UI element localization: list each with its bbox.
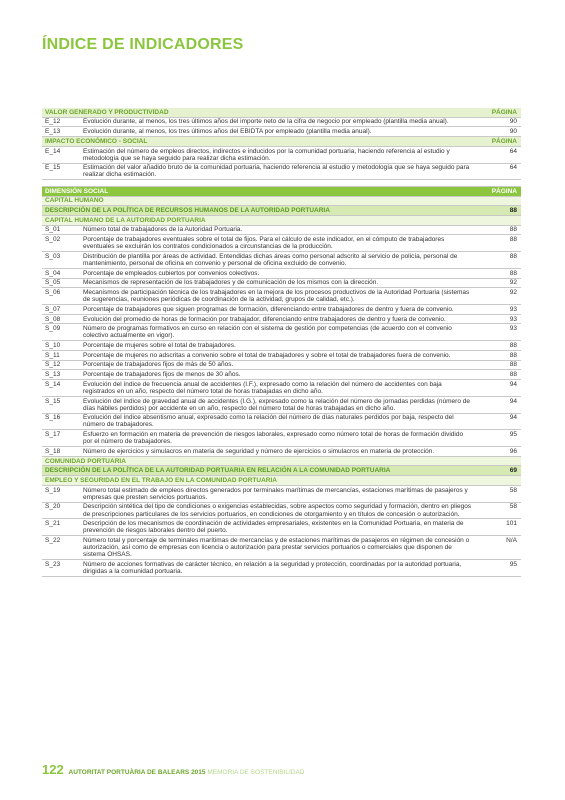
indicator-page: 58: [475, 502, 521, 519]
indicator-index-table: [42, 108, 521, 577]
section-title: VALOR GENERADO Y PRODUCTIVIDAD: [42, 108, 475, 117]
section-page: PÁGINA: [475, 108, 521, 117]
indicator-description: Porcentaje de trabajadores eventuales sobre el total de fijos. Para el cálculo de este indicador, en el cómputo de trabajadores eventuales se excluirán los contratos condicionados a circunstancias de la producción.: [80, 235, 475, 252]
indicator-code: S_07: [42, 305, 80, 315]
indicator-row: [42, 324, 521, 341]
indicator-row: [42, 278, 521, 288]
indicator-description: Evolución durante, al menos, los tres últimos años del importe neto de la cifra de negocio por empleado (plantilla media anual).: [80, 117, 475, 127]
indicator-page: 93: [475, 324, 521, 341]
indicator-index-body: [42, 108, 521, 576]
indicator-description: Porcentaje de empleados cubiertos por convenios colectivos.: [80, 268, 475, 278]
indicator-row: [42, 519, 521, 536]
indicator-description: Evolución del índice de frecuencia anual de accidentes (I.F.), expresado como la relación del número de accidentes con baja registrados en un año, respecto del número total de horas trabajadas en dicho año.: [80, 379, 475, 396]
indicator-page: 58: [475, 485, 521, 502]
indicator-code: S_09: [42, 324, 80, 341]
section-title: CAPITAL HUMANO DE LA AUTORIDAD PORTUARIA: [42, 215, 475, 225]
indicator-description: Porcentaje de mujeres sobre el total de trabajadores.: [80, 341, 475, 351]
indicator-page: 101: [475, 519, 521, 536]
indicator-code: E_14: [42, 146, 80, 163]
section-title: DESCRIPCIÓN DE LA POLÍTICA DE RECURSOS HUMANOS DE LA AUTORIDAD PORTUARIA: [42, 206, 475, 216]
indicator-row: [42, 485, 521, 502]
indicator-page: 88: [475, 225, 521, 235]
indicator-row: [42, 430, 521, 447]
indicator-row: [42, 268, 521, 278]
table-spacer: [42, 180, 521, 187]
indicator-description: Porcentaje de mujeres no adscritas a convenio sobre el total de trabajadores y sobre el total de trabajadores fuera de convenio.: [80, 350, 475, 360]
indicator-page: 88: [475, 235, 521, 252]
section-title: IMPACTO ECONÓMICO - SOCIAL: [42, 137, 475, 147]
section-page: PÁGINA: [475, 186, 521, 196]
section-page: [475, 476, 521, 486]
indicator-description: Evolución del promedio de horas de formación por trabajador, diferenciando entre trabajadores de dentro y fuera de convenio.: [80, 314, 475, 324]
indicator-code: S_21: [42, 519, 80, 536]
indicator-row: [42, 396, 521, 413]
section-page: [475, 215, 521, 225]
indicator-page: 93: [475, 305, 521, 315]
indicator-code: S_17: [42, 430, 80, 447]
indicator-description: Estimación del valor añadido bruto de la comunidad portuaria, haciendo referencia al estudio y metodología que se haya seguido para realizar dicha estimación.: [80, 163, 475, 180]
section-title: COMUNIDAD PORTUARIA: [42, 456, 475, 466]
indicator-code: S_23: [42, 560, 80, 577]
footer-organization: AUTORITAT PORTUÀRIA DE BALEARS: [68, 769, 190, 776]
indicator-description: Evolución del índice de gravedad anual de accidentes (I.G.), expresado como la relación del número de jornadas perdidas (número de días hábiles perdidos) por accidente en un año, respecto del número total de horas trabajadas en dicho año.: [80, 396, 475, 413]
indicator-code: S_06: [42, 288, 80, 305]
indicator-code: S_15: [42, 396, 80, 413]
indicator-description: Mecanismos de representación de los trabajadores y de comunicación de los mismos con la dirección.: [80, 278, 475, 288]
footer-report-name: MEMORIA DE SOSTENIBILIDAD: [207, 769, 305, 776]
section-header-row: [42, 196, 521, 206]
indicator-code: S_04: [42, 268, 80, 278]
indicator-page: 88: [475, 341, 521, 351]
indicator-code: S_08: [42, 314, 80, 324]
indicator-row: [42, 536, 521, 560]
indicator-code: E_15: [42, 163, 80, 180]
section-title: DIMENSIÓN SOCIAL: [42, 186, 475, 196]
indicator-page: 88: [475, 268, 521, 278]
indicator-row: [42, 235, 521, 252]
indicator-row: [42, 252, 521, 269]
section-page: [475, 456, 521, 466]
policy-description-row: [42, 206, 521, 216]
indicator-row: [42, 360, 521, 370]
indicator-page: 92: [475, 278, 521, 288]
indicator-row: [42, 502, 521, 519]
indicator-page: 95: [475, 560, 521, 577]
indicator-page: 95: [475, 430, 521, 447]
section-header-row: [42, 456, 521, 466]
indicator-code: S_13: [42, 370, 80, 380]
indicator-description: Evolución del índice absentismo anual, expresado como la relación del número de días naturales perdidos por baja, respecto del número de trabajadores.: [80, 413, 475, 430]
indicator-page: 96: [475, 447, 521, 457]
indicator-description: Mecanismos de participación técnica de los trabajadores en la mejora de los procesos productivos de la Autoridad Portuaria (sistemas de sugerencias, reuniones periódicas de coordinación de la actividad, grupos de calidad, etc.).: [80, 288, 475, 305]
indicator-code: S_05: [42, 278, 80, 288]
indicator-row: [42, 341, 521, 351]
indicator-page: 94: [475, 413, 521, 430]
indicator-page: 88: [475, 370, 521, 380]
section-title: DESCRIPCIÓN DE LA POLÍTICA DE LA AUTORIDAD PORTUARIA EN RELACIÓN A LA COMUNIDAD PORTUARIA: [42, 466, 475, 476]
indicator-page: 92: [475, 288, 521, 305]
section-page: PÁGINA: [475, 137, 521, 147]
section-header-row: [42, 137, 521, 147]
page-title: ÍNDICE DE INDICADORES: [42, 36, 244, 53]
indicator-row: [42, 560, 521, 577]
indicator-description: Número de programas formativos en curso en relación con el sistema de gestión por competencias (de acuerdo con el convenio colectivo actualmente en vigor).: [80, 324, 475, 341]
indicator-code: S_02: [42, 235, 80, 252]
indicator-page: 93: [475, 314, 521, 324]
indicator-code: S_03: [42, 252, 80, 269]
indicator-code: S_16: [42, 413, 80, 430]
indicator-code: S_22: [42, 536, 80, 560]
indicator-description: Esfuerzo en formación en materia de prevención de riesgos laborales, expresado como número total de horas de formación dividido por el número de trabajadores.: [80, 430, 475, 447]
indicator-page: 64: [475, 163, 521, 180]
section-page: [475, 196, 521, 206]
indicator-row: [42, 379, 521, 396]
section-title: CAPITAL HUMANO: [42, 196, 475, 206]
section-title: EMPLEO Y SEGURIDAD EN EL TRABAJO EN LA COMUNIDAD PORTUARIA: [42, 476, 475, 486]
indicator-code: E_13: [42, 127, 80, 137]
policy-description-row: [42, 466, 521, 476]
indicator-row: [42, 225, 521, 235]
indicator-code: S_18: [42, 447, 80, 457]
section-page: 69: [475, 466, 521, 476]
indicator-description: Descripción sintética del tipo de condiciones o exigencias establecidas, sobre aspectos como seguridad y formación, dentro en pliegos de prescripciones particulares de los servicios portuarios, en condiciones de otorgamiento y en títulos de concesión o autorización.: [80, 502, 475, 519]
indicator-row: [42, 288, 521, 305]
indicator-description: Porcentaje de trabajadores fijos de más de 50 años.: [80, 360, 475, 370]
indicator-code: S_14: [42, 379, 80, 396]
indicator-row: [42, 314, 521, 324]
indicator-code: S_20: [42, 502, 80, 519]
indicator-code: S_01: [42, 225, 80, 235]
indicator-description: Distribución de plantilla por áreas de actividad. Entendidas dichas áreas como personal adscrito al servicio de policía, personal de mantenimiento, personal de oficina en convenio y personal de oficina excluido de convenio.: [80, 252, 475, 269]
indicator-page: 88: [475, 252, 521, 269]
indicator-page: 94: [475, 379, 521, 396]
section-header-row: [42, 108, 521, 117]
indicator-description: Número de acciones formativas de carácter técnico, en relación a la seguridad y protección, coordinadas por la autoridad portuaria, dirigidas a la comunidad portuaria.: [80, 560, 475, 577]
indicator-row: [42, 370, 521, 380]
indicator-description: Porcentaje de trabajadores que siguen programas de formación, diferenciando entre trabajadores de dentro y fuera de convenio.: [80, 305, 475, 315]
indicator-page: 90: [475, 127, 521, 137]
section-page: 88: [475, 206, 521, 216]
indicator-code: S_19: [42, 485, 80, 502]
indicator-description: Descripción de los mecanismos de coordinación de actividades empresariales, existentes en la Comunidad Portuaria, en materia de prevención de riesgos laborales dentro del puerto.: [80, 519, 475, 536]
indicator-row: [42, 447, 521, 457]
page-footer: [42, 762, 305, 777]
indicator-description: Estimación del número de empleos directos, indirectos e inducidos por la comunidad portuaria, haciendo referencia al estudio y metodología que se haya seguido para realizar dicha estimación.: [80, 146, 475, 163]
indicator-row: [42, 350, 521, 360]
indicator-row: [42, 163, 521, 180]
indicator-code: S_12: [42, 360, 80, 370]
footer-year: 2015: [191, 769, 206, 776]
indicator-row: [42, 117, 521, 127]
indicator-description: Porcentaje de trabajadores fijos de menos de 30 años.: [80, 370, 475, 380]
indicator-page: 64: [475, 146, 521, 163]
indicator-description: Número total estimado de empleos directos generados por terminales marítimas de mercancías, estaciones marítimas de pasajeros y empresas que presten servicios portuarios.: [80, 485, 475, 502]
indicator-code: E_12: [42, 117, 80, 127]
section-header-row: [42, 476, 521, 486]
dimension-header-row: [42, 186, 521, 196]
spacer-cell: [42, 180, 521, 187]
indicator-code: S_11: [42, 350, 80, 360]
indicator-row: [42, 305, 521, 315]
indicator-code: S_10: [42, 341, 80, 351]
page-number: 122: [42, 762, 64, 777]
indicator-page: 88: [475, 360, 521, 370]
indicator-row: [42, 127, 521, 137]
indicator-page: 90: [475, 117, 521, 127]
section-header-row: [42, 215, 521, 225]
indicator-description: Número total y porcentaje de terminales marítimas de mercancías y de estaciones marítimas de pasajeros en régimen de concesión o autorización, así como de empresas con licencia o autorización para prestar servicios portuarios o comerciales que disponen de sistema OHSAS.: [80, 536, 475, 560]
indicator-description: Número total de trabajadores de la Autoridad Portuaria.: [80, 225, 475, 235]
indicator-row: [42, 413, 521, 430]
indicator-row: [42, 146, 521, 163]
indicator-description: Número de ejercicios y simulacros en materia de seguridad y número de ejercicios o simulacros en materia de protección.: [80, 447, 475, 457]
indicator-page: 88: [475, 350, 521, 360]
indicator-page: N/A: [475, 536, 521, 560]
indicator-description: Evolución durante, al menos, los tres últimos años del EBIDTA por empleado (plantilla media anual).: [80, 127, 475, 137]
indicator-page: 94: [475, 396, 521, 413]
